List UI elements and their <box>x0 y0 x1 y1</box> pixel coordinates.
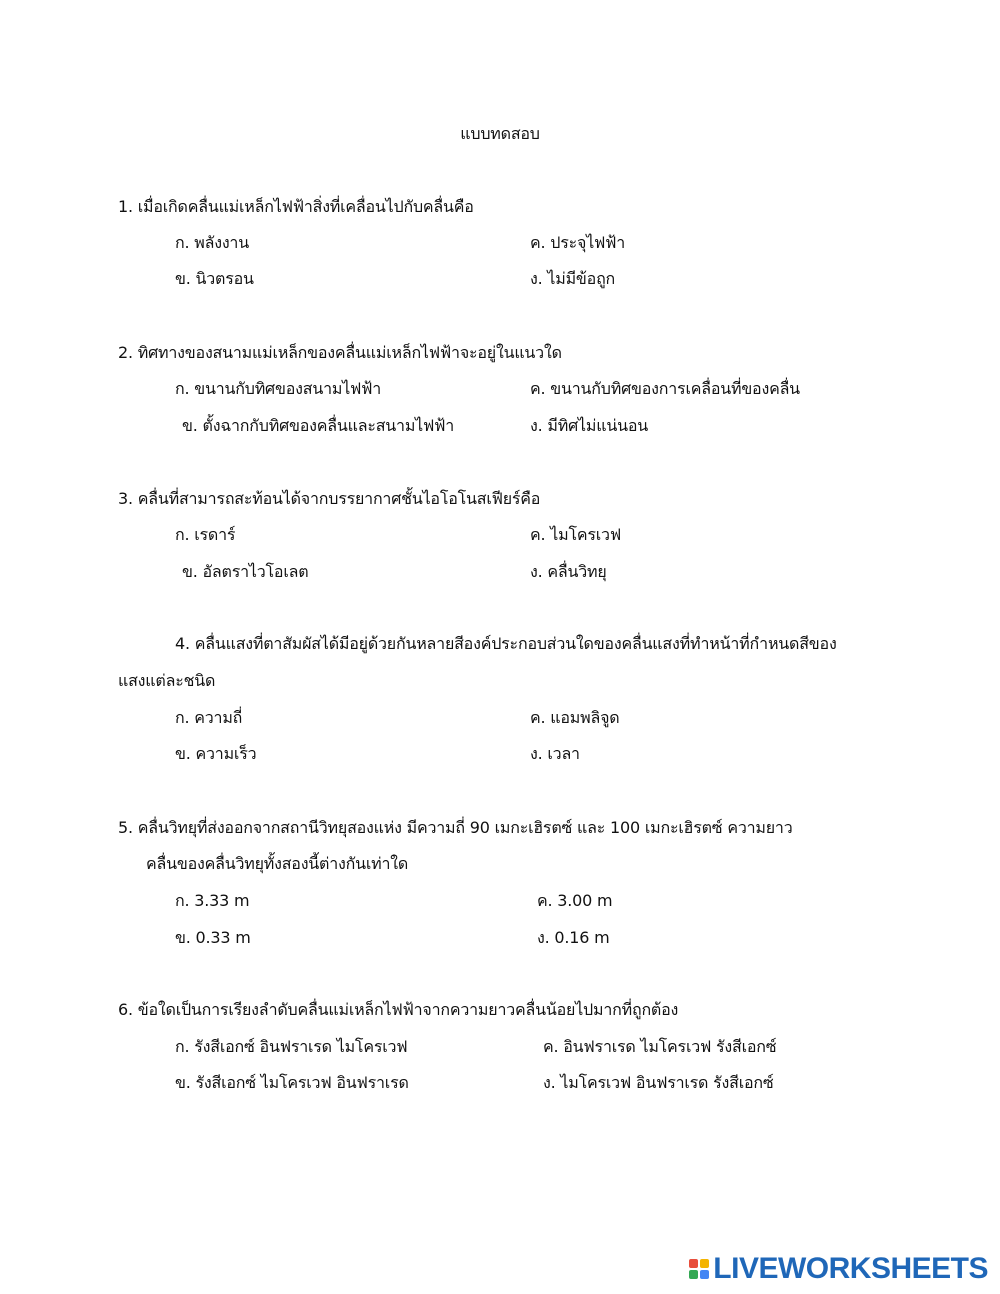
question-2-stem: 2. ทิศทางของสนามแม่เหล็กของคลื่นแม่เหล็กไฟฟ้าจะอยู่ในแนวใด <box>118 343 562 362</box>
question-3-stem: 3. คลื่นที่สามารถสะท้อนได้จากบรรยากาศชั้นไอโอโนสเฟียร์คือ <box>118 489 541 508</box>
question-5-choice-c[interactable]: ค. 3.00 m <box>537 891 613 910</box>
question-1-choice-a[interactable]: ก. พลังงาน <box>175 233 249 252</box>
logo-square-icon <box>700 1259 709 1268</box>
question-2-choice-c[interactable]: ค. ขนานกับทิศของการเคลื่อนที่ของคลื่น <box>530 379 800 398</box>
logo-square-icon <box>700 1270 709 1279</box>
question-4-choice-b[interactable]: ข. ความเร็ว <box>175 744 257 763</box>
question-3-choice-c[interactable]: ค. ไมโครเวฟ <box>530 525 621 544</box>
question-6-choice-c[interactable]: ค. อินฟราเรด ไมโครเวฟ รังสีเอกซ์ <box>543 1037 777 1056</box>
question-3-choice-a[interactable]: ก. เรดาร์ <box>175 525 236 544</box>
question-4-choice-d[interactable]: ง. เวลา <box>530 744 580 763</box>
question-6-stem: 6. ข้อใดเป็นการเรียงลำดับคลื่นแม่เหล็กไฟฟ้าจากความยาวคลื่นน้อยไปมากที่ถูกต้อง <box>118 1000 679 1019</box>
question-3-choice-b[interactable]: ข. อัลตราไวโอเลต <box>182 562 309 581</box>
question-1-choice-c[interactable]: ค. ประจุไฟฟ้า <box>530 233 626 252</box>
logo-grid-icon <box>689 1259 709 1279</box>
question-4-stem-continued: แสงแต่ละชนิด <box>118 671 216 690</box>
question-1-stem: 1. เมื่อเกิดคลื่นแม่เหล็กไฟฟ้าสิ่งที่เคลื่อนไปกับคลื่นคือ <box>118 197 474 216</box>
question-4-stem: 4. คลื่นแสงที่ตาสัมผัสได้มีอยู่ด้วยกันหลายสีองค์ประกอบส่วนใดของคลื่นแสงที่ทำหน้าที่กำหนดสีของ <box>175 634 837 653</box>
question-3-choice-d[interactable]: ง. คลื่นวิทยุ <box>530 562 607 581</box>
question-2-choice-a[interactable]: ก. ขนานกับทิศของสนามไฟฟ้า <box>175 379 382 398</box>
question-6-choice-a[interactable]: ก. รังสีเอกซ์ อินฟราเรด ไมโครเวฟ <box>175 1037 408 1056</box>
question-4-choice-c[interactable]: ค. แอมพลิจูด <box>530 708 620 727</box>
logo-square-icon <box>689 1270 698 1279</box>
logo-square-icon <box>689 1259 698 1268</box>
question-1-choice-b[interactable]: ข. นิวตรอน <box>175 269 254 288</box>
page-title: แบบทดสอบ <box>460 124 540 143</box>
liveworksheets-logo <box>689 1252 988 1286</box>
question-5-choice-a[interactable]: ก. 3.33 m <box>175 891 250 910</box>
question-1-choice-d[interactable]: ง. ไม่มีข้อถูก <box>530 269 616 288</box>
question-2-choice-d[interactable]: ง. มีทิศไม่แน่นอน <box>530 416 648 435</box>
question-5-choice-d[interactable]: ง. 0.16 m <box>537 928 610 947</box>
question-5-choice-b[interactable]: ข. 0.33 m <box>175 928 251 947</box>
logo-text: LIVEWORKSHEETS <box>713 1252 988 1285</box>
question-5-stem-continued: คลื่นของคลื่นวิทยุทั้งสองนี้ต่างกันเท่าใด <box>146 854 409 873</box>
question-5-stem: 5. คลื่นวิทยุที่ส่งออกจากสถานีวิทยุสองแห่ง มีความถี่ 90 เมกะเฮิรตซ์ และ 100 เมกะเฮิรตซ์ ความยาว <box>118 818 793 837</box>
question-2-choice-b[interactable]: ข. ตั้งฉากกับทิศของคลื่นและสนามไฟฟ้า <box>182 416 455 435</box>
question-4-choice-a[interactable]: ก. ความถี่ <box>175 708 243 727</box>
question-6-choice-d[interactable]: ง. ไมโครเวฟ อินฟราเรด รังสีเอกซ์ <box>543 1073 774 1092</box>
question-6-choice-b[interactable]: ข. รังสีเอกซ์ ไมโครเวฟ อินฟราเรด <box>175 1073 409 1092</box>
